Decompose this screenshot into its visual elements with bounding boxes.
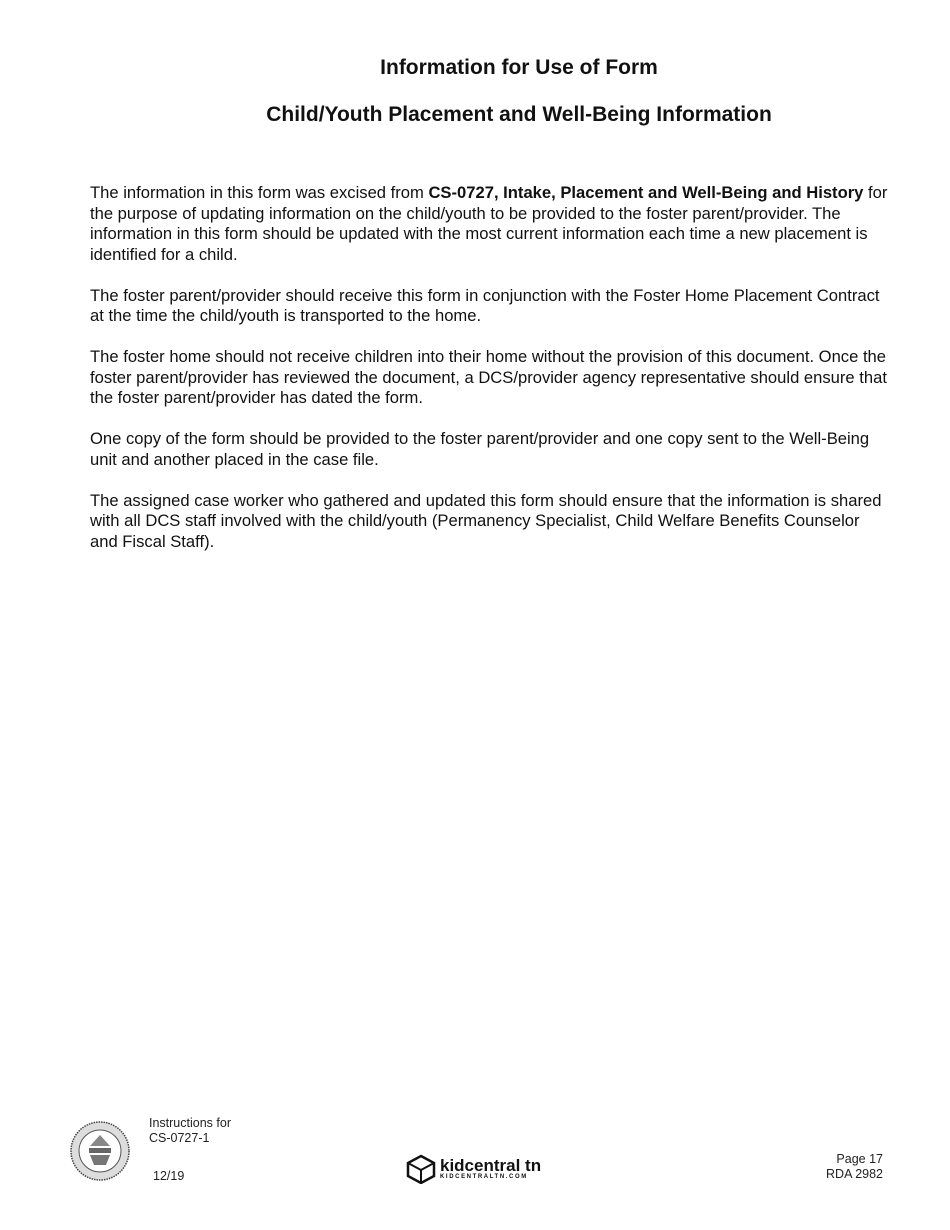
logo-url: KIDCENTRALTN.COM bbox=[440, 1174, 528, 1180]
page-title: Information for Use of Form bbox=[380, 56, 658, 79]
logo-name: kidcentral tn bbox=[440, 1156, 542, 1175]
p1-text-rest: for the purpose of updating information on the child/youth to be provided to the foster parent/provider. The information in this form should be updated with the most current information each time a new placement is identified for a child. bbox=[90, 183, 888, 264]
paragraph-5: The assigned case worker who gathered and updated this form should ensure that the information is shared with all DCS staff involved with the child/youth (Permanency Specialist, Child Welfare Benefits Counselor and Fiscal Staff). bbox=[90, 490, 882, 551]
form-id-line1: Instructions for bbox=[149, 1116, 231, 1130]
state-seal-icon bbox=[70, 1121, 130, 1181]
revision-date: 12/19 bbox=[153, 1169, 185, 1183]
page-subtitle: Child/Youth Placement and Well-Being Information bbox=[266, 103, 772, 126]
form-id-line2: CS-0727-1 bbox=[149, 1131, 210, 1145]
page-info bbox=[826, 1152, 883, 1182]
form-id bbox=[149, 1116, 231, 1146]
instructions-body bbox=[90, 183, 890, 573]
page-number: Page 17 bbox=[836, 1152, 883, 1166]
paragraph-1 bbox=[90, 183, 890, 265]
paragraph-4: One copy of the form should be provided to the foster parent/provider and one copy sent to the Well-Being unit and another placed in the case file. bbox=[90, 429, 870, 469]
p1-text: The information in this form was excised from bbox=[90, 183, 429, 202]
rda-number: RDA 2982 bbox=[826, 1167, 883, 1181]
paragraph-3: The foster home should not receive children into their home without the provision of this document. Once the foster parent/provider has reviewed the document, a DCS/provider agency representative should ensure that the foster parent/provider has dated the form. bbox=[90, 347, 887, 407]
kidcentral-logo bbox=[406, 1154, 541, 1184]
kidcentral-cube-icon bbox=[406, 1154, 436, 1184]
form-reference: CS-0727, Intake, Placement and Well-Being and History bbox=[428, 183, 864, 202]
paragraph-2: The foster parent/provider should receive this form in conjunction with the Foster Home Placement Contract at the time the child/youth is transported to the home. bbox=[90, 285, 880, 325]
